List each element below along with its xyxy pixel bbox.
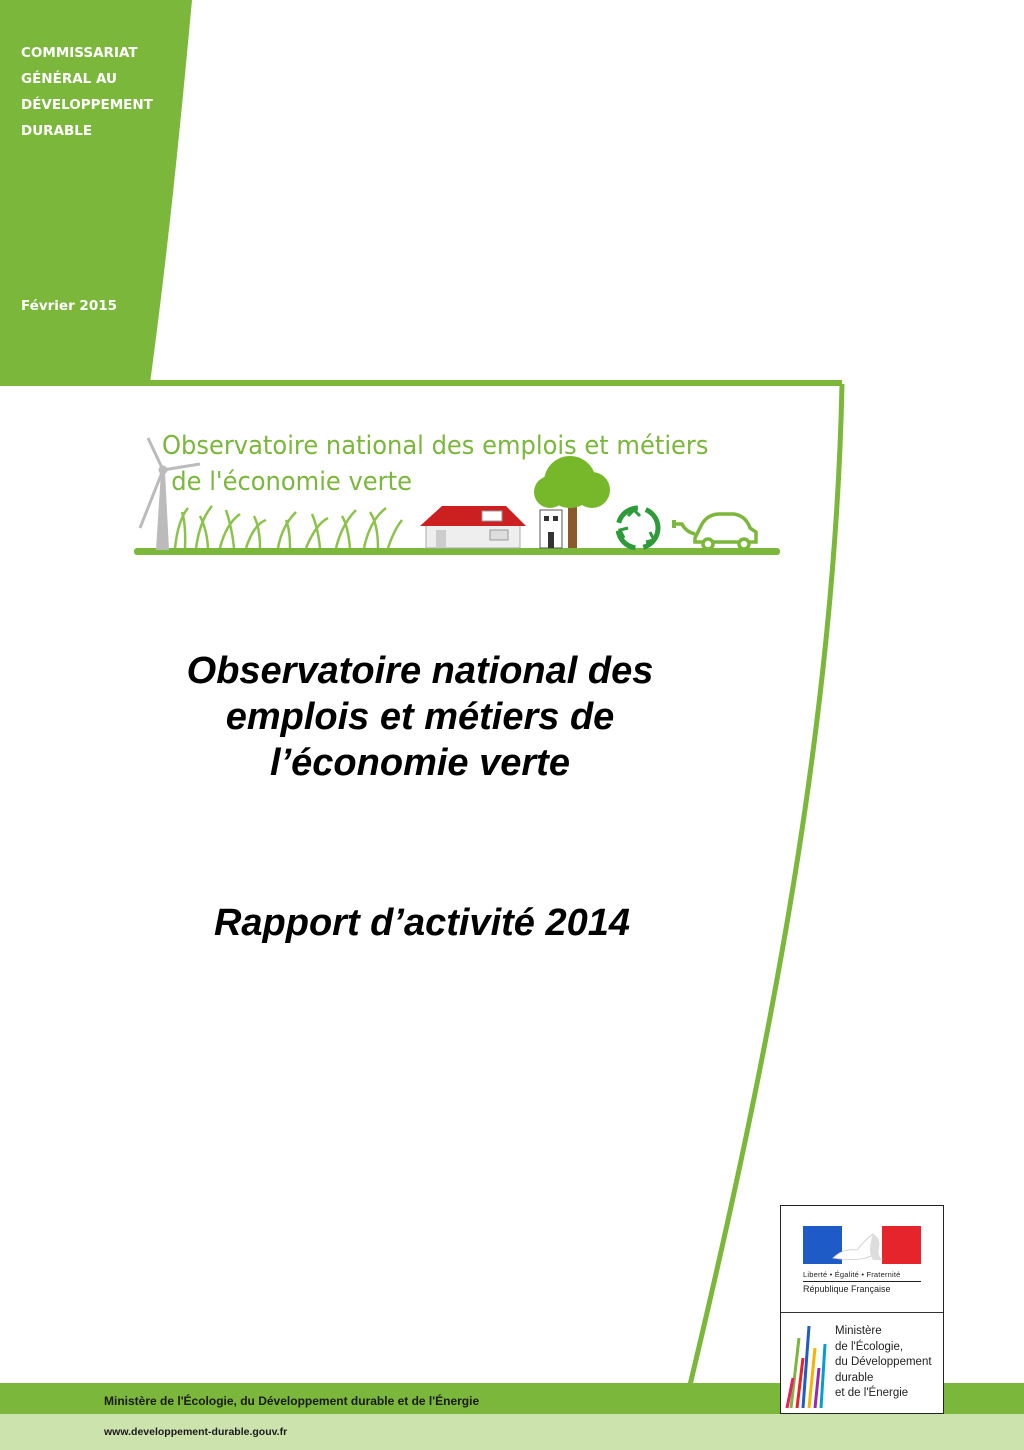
title-line: emplois et métiers de (225, 696, 615, 738)
government-logo (780, 1205, 944, 1414)
footer-ministry: Ministère de l'Écologie, du Développement durable et de l'Énergie (104, 1394, 480, 1408)
ministry-name (835, 1324, 932, 1402)
ministry-line: de l'Écologie, (835, 1340, 904, 1353)
ministry-color-bars-icon (785, 1318, 831, 1410)
banner-title-line: Observatoire national des emplois et métiers (162, 431, 709, 461)
republic-name: République Française (803, 1284, 891, 1294)
title-line: l’économie verte (270, 742, 570, 784)
house-icon (420, 506, 526, 548)
recycle-icon (618, 508, 658, 548)
ministry-line: Ministère (835, 1325, 882, 1337)
logo-rule (803, 1281, 921, 1282)
document-subtitle: Rapport d’activité 2014 (213, 902, 631, 944)
footer-website-link[interactable]: www.developpement-durable.gouv.fr (104, 1426, 288, 1438)
title-line: Observatoire national des (186, 650, 654, 692)
banner-title-line: de l'économie verte (171, 467, 412, 497)
ground-line (134, 548, 780, 555)
banner-title (162, 428, 708, 500)
republic-motto: Liberté • Égalité • Fraternité (803, 1270, 901, 1279)
marianne-flag-icon (803, 1226, 921, 1264)
agency-line: DURABLE (21, 123, 93, 139)
ministry-line: durable (835, 1371, 874, 1384)
agency-name (21, 40, 153, 144)
grass-icon (175, 506, 402, 548)
document-title (120, 648, 720, 786)
ministry-line: et de l'Énergie (835, 1387, 909, 1399)
publication-date: Février 2015 (21, 298, 118, 314)
ministry-line: du Développement (835, 1356, 932, 1368)
logo-divider (781, 1312, 943, 1313)
electric-car-icon (674, 514, 756, 549)
agency-line: COMMISSARIAT (21, 45, 138, 61)
agency-line: GÉNÉRAL AU (21, 71, 117, 87)
agency-line: DÉVELOPPEMENT (21, 97, 153, 113)
